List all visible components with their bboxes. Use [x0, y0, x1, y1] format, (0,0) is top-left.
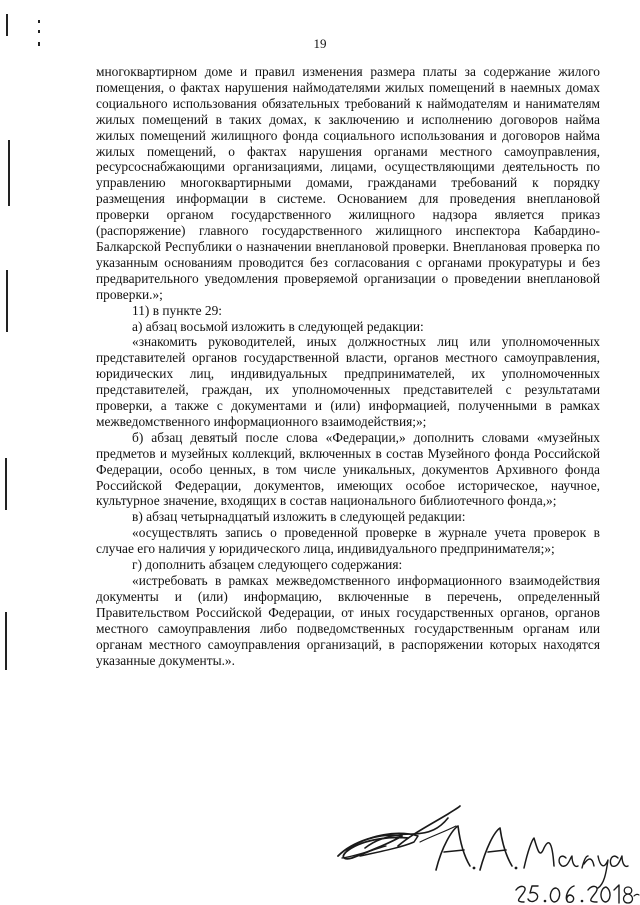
paragraph: «знакомить руководителей, иных должностных лиц или уполномоченных представителей органов государственной власти, органов местного самоуправления, юридических лиц, индивидуальных предпринимателей, их уполномоченных представителей, граждан, их уполномоченных представителей с результатами проверки, а также с документами и (или) информацией, полученными в рамках межведомственного информационного взаимодействия;»; — [96, 334, 600, 429]
paragraph: «истребовать в рамках межведомственного информационного взаимодействия документы и (или) информацию, включенные в перечень, определенный Правительством Российской Федерации, от иных государственных органов, органов местного самоуправления либо подведомственных государственным органам или органам местного самоуправления организаций, в распоряжении которых находятся указанные документы.». — [96, 573, 600, 668]
paragraph: а) абзац восьмой изложить в следующей редакции: — [132, 318, 424, 334]
page-number: 19 — [313, 36, 327, 51]
paragraph: 11) в пункте 29: — [132, 302, 222, 318]
paragraph: многоквартирном доме и правил изменения размера платы за содержание жилого помещения, о фактах нарушения наймодателями жилых помещений в наемных домах социального использования обязательных требований к наймодателям и нанимателям жилых помещений в таких домах, к заключению и исполнению договоров найма жилых помещений жилищного фонда социального использования и договоров найма жилых помещений, о фактах нарушения органами местного самоуправления, ресурсоснабжающими организациями, лицами, осуществляющими деятельность по управлению многоквартирными домами, гражданами требований к порядку размещения информации в системе. Основанием для проведения внеплановой проверки органом государственного жилищного надзора является приказ (распоряжение) главного государственного жилищного инспектора Кабардино-Балкарской Республики о назначении внеплановой проверки. Внеплановая проверка по указанным основаниям проводится без согласования с органами прокуратуры и без предварительного уведомления проверяемой организации о проведении внеплановой проверки.»; — [96, 64, 600, 302]
paragraph: «осуществлять запись о проведенной проверке в журнале учета проверок в случае его наличия у юридического лица, индивидуального предпринимателя;»; — [96, 525, 600, 557]
paragraph: б) абзац девятый после слова «Федерации,» дополнить словами «музейных предметов и музейных коллекций, включенных в состав Музейного фонда Российской Федерации, особо ценных, в том числе уникальных, документов Архивного фонда Российской Федерации, документов, имеющих особое историческое, научное, культурное значение, входящих в состав национального библиотечного фонда,»; — [96, 429, 600, 509]
paragraph: г) дополнить абзацем следующего содержания: — [132, 557, 403, 573]
paragraph: в) абзац четырнадцатый изложить в следующей редакции: — [132, 509, 466, 525]
